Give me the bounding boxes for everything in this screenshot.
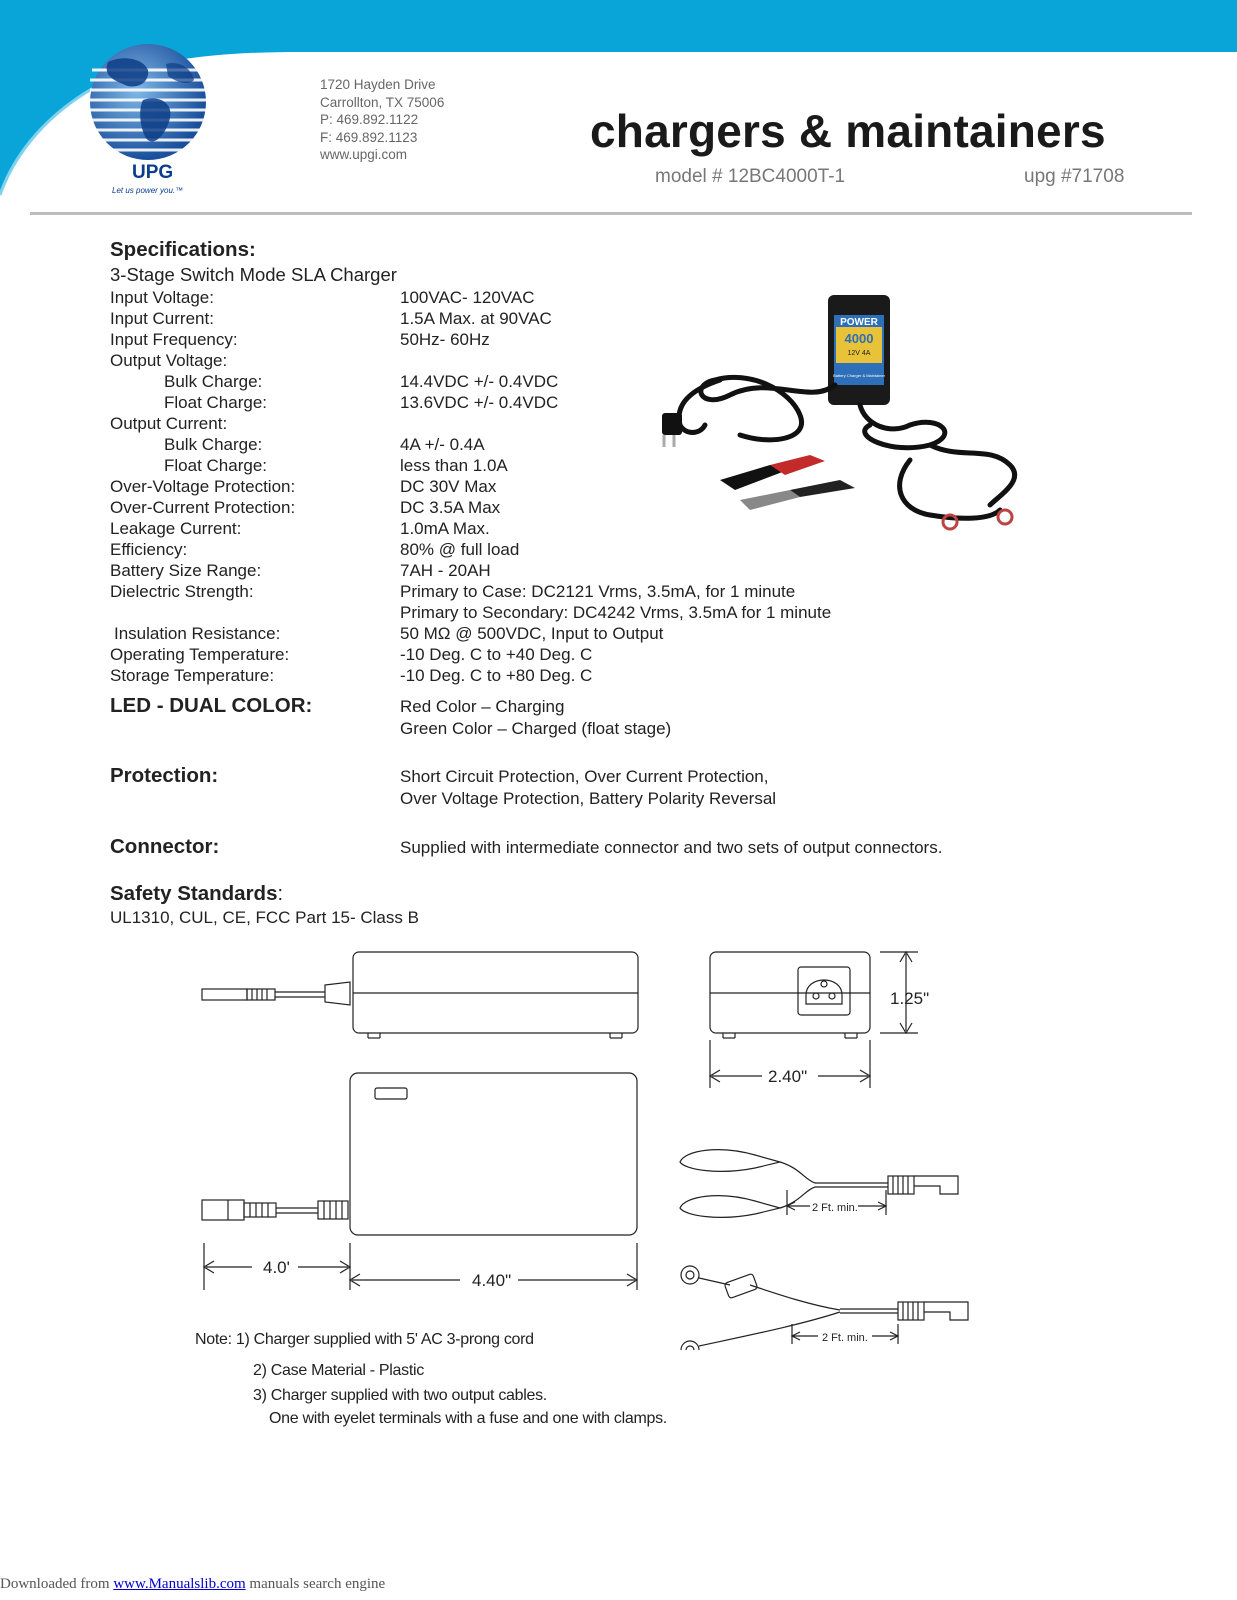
note-3: 3) Charger supplied with two output cables. <box>253 1387 547 1404</box>
dim-height: 1.25" <box>890 989 930 1008</box>
spec-value: 7AH - 20AH <box>400 561 491 580</box>
spec-value: Primary to Secondary: DC4242 Vrms, 3.5mA for 1 minute <box>400 603 832 622</box>
note-3-cont: One with eyelet terminals with a fuse and one with clamps. <box>269 1410 667 1427</box>
company-address <box>320 76 444 164</box>
address-line: Carrollton, TX 75006 <box>320 94 445 110</box>
spec-label: Float Charge: <box>164 393 267 412</box>
connector-heading: Connector: <box>110 835 220 858</box>
spec-value: 50 MΩ @ 500VDC, Input to Output <box>400 624 664 643</box>
specs-subtitle: 3-Stage Switch Mode SLA Charger <box>110 264 397 285</box>
top-view-case <box>350 1073 637 1235</box>
spec-label: Over-Voltage Protection: <box>110 477 296 496</box>
led-line-green: Green Color – Charged (float stage) <box>400 719 672 738</box>
photo-label-sub: 12V 4A <box>847 350 871 357</box>
led-heading: LED - DUAL COLOR: <box>110 694 313 717</box>
spec-label: Input Voltage: <box>110 288 214 307</box>
protection-heading: Protection: <box>110 764 219 787</box>
spec-label: Battery Size Range: <box>110 561 262 580</box>
safety-heading: Safety Standards <box>110 882 278 905</box>
photo-label-desc: Battery Charger & Maintainer <box>833 373 885 378</box>
spec-label: Efficiency: <box>110 540 188 559</box>
spec-label: Input Frequency: <box>110 330 238 349</box>
safety-text: UL1310, CUL, CE, FCC Part 15- Class B <box>110 908 419 927</box>
product-photo <box>660 285 1060 550</box>
spec-value: DC 30V Max <box>400 477 497 496</box>
led-line-red: Red Color – Charging <box>400 697 565 716</box>
spec-label: Storage Temperature: <box>110 666 275 685</box>
spec-label: Operating Temperature: <box>110 645 290 664</box>
dim-cord: 4.0' <box>263 1258 290 1277</box>
spec-value: -10 Deg. C to +80 Deg. C <box>400 666 593 685</box>
spec-label: Input Current: <box>110 309 214 328</box>
upg-number: upg #71708 <box>1024 166 1125 187</box>
spec-label: Leakage Current: <box>110 519 242 538</box>
spec-value: 14.4VDC +/- 0.4VDC <box>400 372 559 391</box>
fax: F: 469.892.1123 <box>320 129 418 145</box>
header-divider <box>30 212 1192 215</box>
protection-line: Short Circuit Protection, Over Current Protection, <box>400 767 769 786</box>
spec-value: 1.0mA Max. <box>400 519 490 538</box>
logo-text: UPG <box>132 162 174 183</box>
spec-value: DC 3.5A Max <box>400 498 501 517</box>
technical-drawing <box>190 940 990 1350</box>
website[interactable]: www.upgi.com <box>320 147 408 162</box>
address-line: 1720 Hayden Drive <box>320 77 436 92</box>
spec-value: 100VAC- 120VAC <box>400 288 535 307</box>
spec-label: Output Current: <box>110 414 228 433</box>
safety-colon: : <box>277 883 284 905</box>
spec-value: Primary to Case: DC2121 Vrms, 3.5mA, for 1 minute <box>400 582 796 601</box>
footer-link[interactable]: www.Manualslib.com <box>113 1576 246 1592</box>
spec-label: Output Voltage: <box>110 351 228 370</box>
spec-value: -10 Deg. C to +40 Deg. C <box>400 645 593 664</box>
safety-heading-wrap <box>110 882 283 906</box>
spec-label: Dielectric Strength: <box>110 582 254 601</box>
page-title: chargers & maintainers <box>590 105 1106 157</box>
spec-label: Bulk Charge: <box>164 372 263 391</box>
upg-globe-logo <box>88 40 218 200</box>
spec-value: 80% @ full load <box>400 540 520 559</box>
spec-value: 1.5A Max. at 90VAC <box>400 309 552 328</box>
spec-value: 13.6VDC +/- 0.4VDC <box>400 393 559 412</box>
phone: P: 469.892.1122 <box>320 112 419 127</box>
logo-tagline: Let us power you.™ <box>112 186 184 195</box>
spec-label: Float Charge: <box>164 456 267 475</box>
photo-label-top: POWER <box>840 317 878 328</box>
spec-value: less than 1.0A <box>400 456 508 475</box>
spec-label: Over-Current Protection: <box>110 498 296 517</box>
dim-length: 4.40" <box>472 1271 512 1290</box>
footer-prefix: Downloaded from <box>0 1576 114 1592</box>
spec-value: 4A +/- 0.4A <box>400 435 485 454</box>
model-number: model # 12BC4000T-1 <box>655 166 846 187</box>
spec-label: Insulation Resistance: <box>114 624 281 643</box>
cable-min-clamps: 2 Ft. min. <box>812 1202 858 1214</box>
protection-line: Over Voltage Protection, Battery Polarity Reversal <box>400 789 777 808</box>
cable-min-eyelets: 2 Ft. min. <box>822 1332 868 1344</box>
note-2: 2) Case Material - Plastic <box>253 1362 424 1379</box>
dim-width: 2.40" <box>768 1067 808 1086</box>
note-1: Note: 1) Charger supplied with 5' AC 3-prong cord <box>195 1331 534 1348</box>
spec-label: Bulk Charge: <box>164 435 263 454</box>
connector-text: Supplied with intermediate connector and two sets of output connectors. <box>400 838 943 857</box>
footer-suffix: manuals search engine <box>245 1576 386 1592</box>
footer <box>0 1576 385 1593</box>
photo-label-model: 4000 <box>844 331 874 346</box>
specs-heading: Specifications: <box>110 238 256 261</box>
spec-value: 50Hz- 60Hz <box>400 330 490 349</box>
